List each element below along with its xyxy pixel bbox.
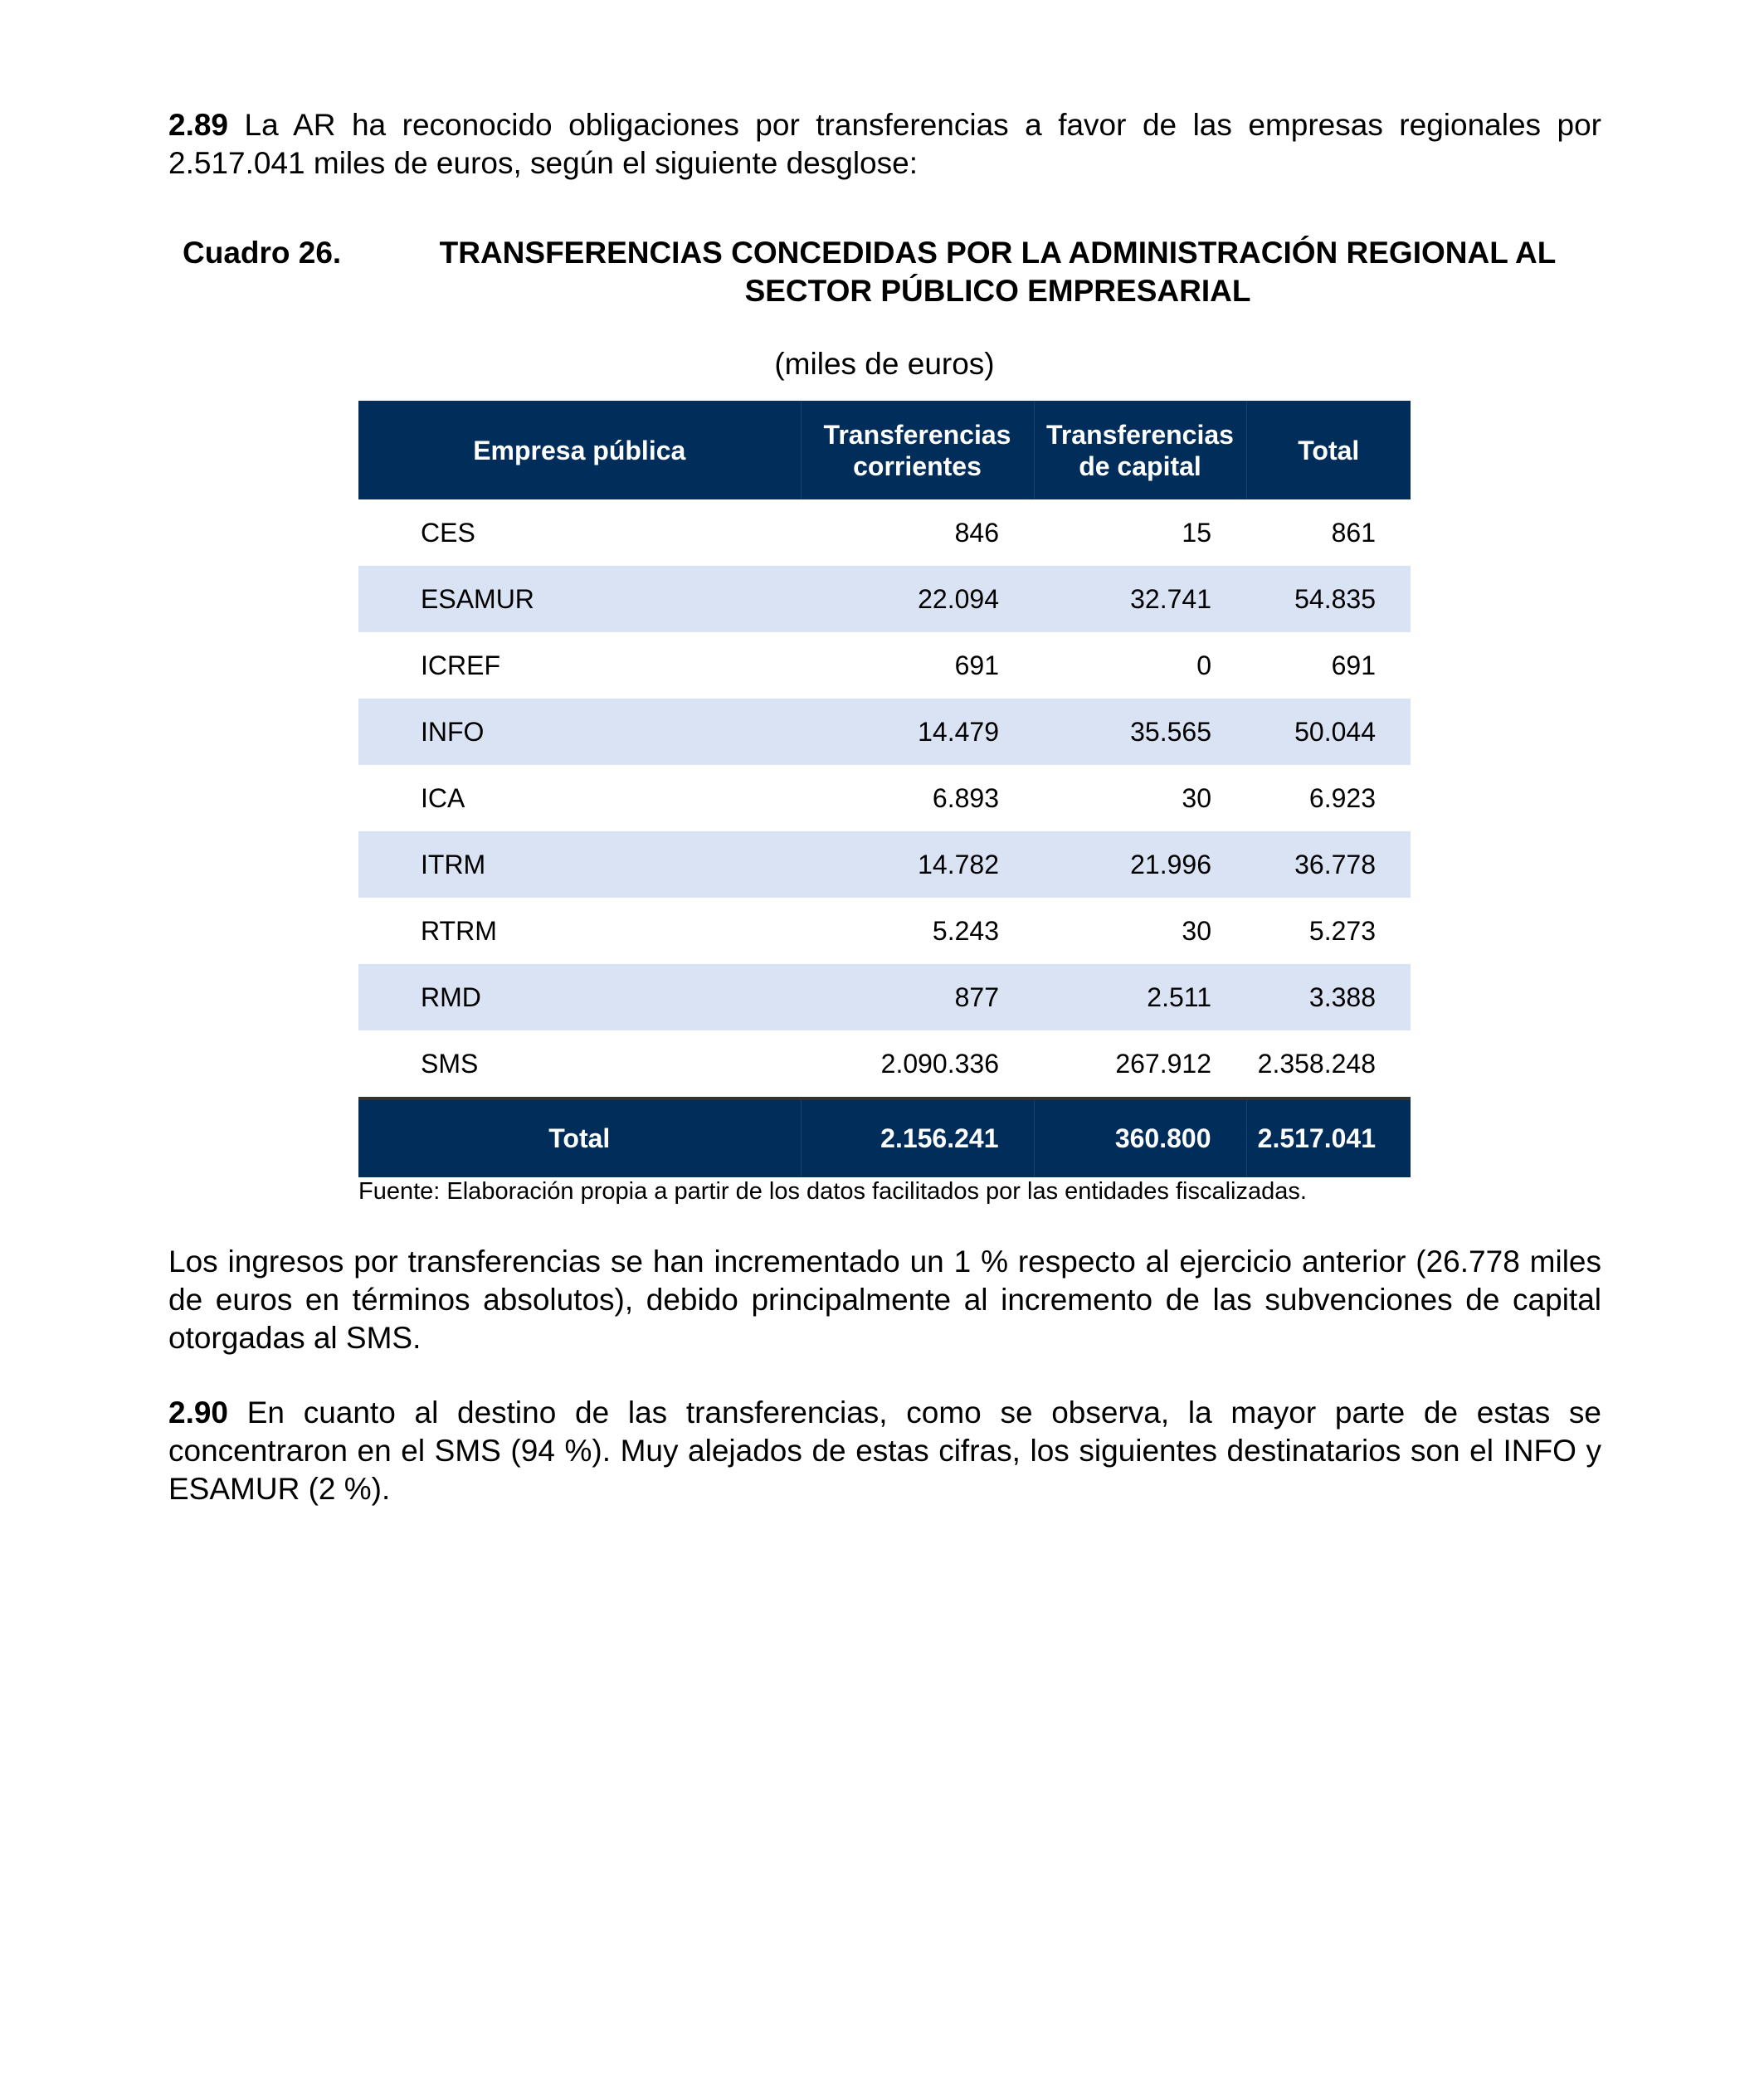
cell-capital: 267.912	[1115, 1048, 1211, 1079]
total-capital: 360.800	[1034, 1098, 1246, 1177]
cell-capital: 0	[1196, 650, 1211, 680]
header-empresa: Empresa pública	[358, 401, 801, 499]
cell-corrientes: 6.893	[932, 782, 999, 813]
table-row	[358, 765, 1411, 831]
table-row	[358, 566, 1411, 632]
cell-corrientes: 22.094	[801, 566, 1034, 632]
cell-corrientes: 5.243	[932, 915, 999, 946]
table-units: (miles de euros)	[774, 347, 995, 381]
caption-number: Cuadro 26.	[183, 236, 342, 270]
header-total: Total	[1246, 401, 1411, 499]
paragraph-number: 2.89	[168, 108, 229, 142]
cell-corrientes: 846	[954, 517, 999, 548]
table-row	[358, 699, 1411, 765]
paragraph-text: La AR ha reconocido obligaciones por transferencias a favor de las empresas regionales por 2.517.041 miles de euros, según el siguiente desglose:	[168, 108, 1601, 180]
cell-total: 861	[1331, 517, 1376, 548]
cell-total: 50.044	[1246, 699, 1411, 765]
cell-empresa: ICREF	[421, 650, 500, 680]
paragraph-2-89	[168, 106, 1601, 183]
cell-empresa: CES	[421, 517, 475, 548]
cell-empresa: RMD	[358, 964, 801, 1030]
cell-corrientes: 14.479	[801, 699, 1034, 765]
cell-total: 6.923	[1308, 782, 1376, 813]
cell-total: 2.358.248	[1257, 1048, 1376, 1079]
cell-capital: 21.996	[1034, 831, 1246, 898]
table-total-row	[358, 1098, 1411, 1177]
cell-corrientes: 877	[801, 964, 1034, 1030]
cell-total: 36.778	[1246, 831, 1411, 898]
caption-title: TRANSFERENCIAS CONCEDIDAS POR LA ADMINISTRACIÓN REGIONAL AL SECTOR PÚBLICO EMPRESARIAL	[439, 236, 1557, 308]
cell-total: 691	[1331, 650, 1376, 680]
table-source: Fuente: Elaboración propia a partir de los datos facilitados por las entidades fiscalizadas.	[358, 1178, 1307, 1205]
cell-empresa: INFO	[358, 699, 801, 765]
cell-capital: 2.511	[1034, 964, 1246, 1030]
cell-total: 3.388	[1246, 964, 1411, 1030]
table-row	[358, 831, 1411, 898]
cell-capital: 15	[1182, 517, 1211, 548]
paragraph-number: 2.90	[168, 1396, 229, 1430]
paragraph-2-90	[168, 1394, 1601, 1508]
table-header-row	[358, 401, 1411, 499]
paragraph-transfers-income: Los ingresos por transferencias se han incrementado un 1 % respecto al ejercicio anterior (26.778 miles de euros en términos absolutos), debido principalmente al incremento de las subvenciones de capital otorgadas al SMS.	[168, 1245, 1601, 1355]
cell-capital: 30	[1182, 782, 1211, 813]
cell-empresa: RTRM	[421, 915, 497, 946]
transfers-table	[358, 401, 1411, 1177]
cell-capital: 35.565	[1034, 699, 1246, 765]
table-row	[358, 499, 1411, 566]
cell-capital: 32.741	[1034, 566, 1246, 632]
header-corrientes: Transferencias corrientes	[801, 401, 1034, 499]
header-capital: Transferencias de capital	[1034, 401, 1246, 499]
table-row	[358, 1030, 1411, 1098]
table-row	[358, 632, 1411, 699]
total-label: Total	[358, 1098, 801, 1177]
table-row	[358, 964, 1411, 1030]
cell-corrientes: 691	[954, 650, 999, 680]
cell-empresa: ESAMUR	[358, 566, 801, 632]
cell-corrientes: 14.782	[801, 831, 1034, 898]
cell-empresa: SMS	[421, 1048, 479, 1079]
cell-capital: 30	[1182, 915, 1211, 946]
table-row	[358, 898, 1411, 964]
cell-corrientes: 2.090.336	[880, 1048, 999, 1079]
cell-total: 54.835	[1246, 566, 1411, 632]
cell-total: 5.273	[1308, 915, 1376, 946]
cell-empresa: ICA	[421, 782, 465, 813]
total-corrientes: 2.156.241	[801, 1098, 1034, 1177]
total-total: 2.517.041	[1246, 1098, 1411, 1177]
cell-empresa: ITRM	[358, 831, 801, 898]
paragraph-text: En cuanto al destino de las transferencias, como se observa, la mayor parte de estas se concentraron en el SMS (94 %). Muy alejados de estas cifras, los siguientes destinatarios son el INFO y ESAMUR (2 %).	[168, 1396, 1601, 1506]
